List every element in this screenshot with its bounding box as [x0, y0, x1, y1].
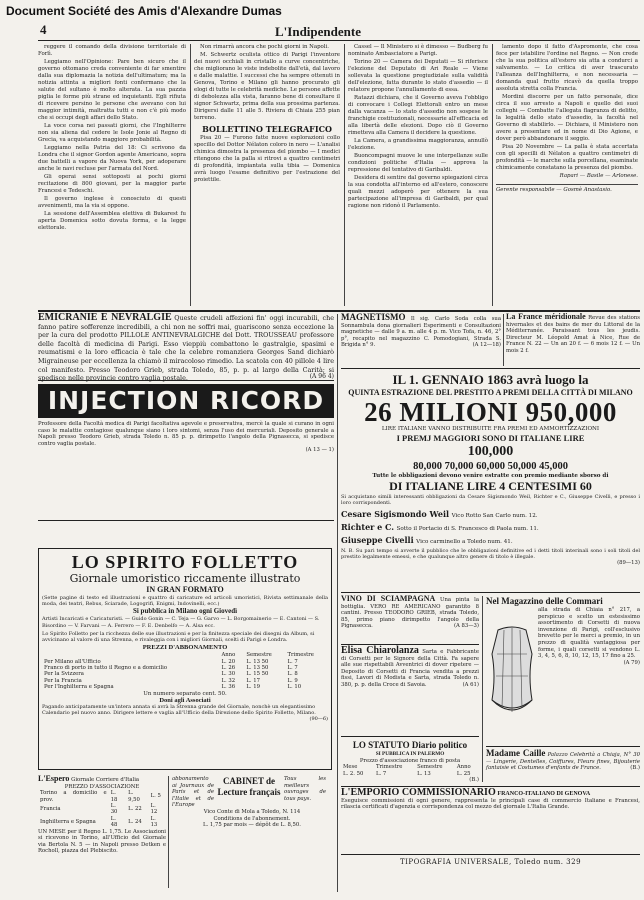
col1-para: Leggiamo nell'Opinione: Pare ben sicuro che il governo ottomano creda conveniente di far smentire dalla sua diplomazia la notizia dell'ultimatum; ma la notizia attinta a migliori fonti confermano che la salute del sultano è molto alterata. La sua pazzia piglia le forme più strane ed inquietanti. Egli rifiuta di ricevere persino le persone che avevano con lui maggior intimità, maltratta tutti e non c'è più modo che si occupi degli affari dello Stato. [38, 59, 186, 121]
lottery-seller: Richter e C. Sotto il Portacio di S. Francesco di Paola num. 11. [341, 521, 539, 532]
ad-rule [38, 380, 334, 381]
corset-illustration-icon [488, 624, 536, 720]
lottery-maggiori: I PREMJ MAGGIORI SONO DI ITALIANE LIRE [396, 432, 585, 443]
sciampagna-title: VINO DI SCIAMPAGNA [341, 594, 436, 603]
magnetismo-title: MAGNETISMO [341, 312, 406, 322]
france-title: La France méridionale [506, 312, 586, 321]
statuto-price-table [341, 764, 479, 777]
spirito-title: LO SPIRITO FOLLETTO [71, 552, 299, 572]
table-row: Per Milano all'Ufficio L. 20 L. 13 50 L. 7 [44, 658, 298, 665]
spirito-prices-title: PREZZI D'ABBONAMENTO [142, 644, 228, 652]
statuto-prices: Prezzo d'associazione franco di posta [359, 757, 461, 764]
statuto-ref: (B.) [469, 777, 479, 783]
espero-text: UN MESE per il Regno L. 1,75. Le Associazioni si ricevono in Torino, all'Ufficio del Giornale via Bertola N. 5 — in Napoli presso Detken e Rocholl, piazza del Plebiscito. [38, 828, 166, 855]
emicranie-title: EMICRANIE E NEVRALGIE [38, 312, 172, 323]
sciampagna-ref: (A 83—3) [453, 623, 479, 630]
caille-title: Madame Caille [486, 748, 546, 758]
emicranie-ref: (A 96 4) [309, 373, 334, 381]
news-column-4 [496, 44, 638, 306]
elisa-title: Elisa Chiarolanza [341, 645, 419, 656]
espero-sub: Giornale Corriere d'Italia [71, 777, 140, 783]
footer-printer: TIPOGRAFIA UNIVERSALE, Toledo num. 329 [399, 858, 582, 866]
ad-sciampagna [341, 596, 479, 642]
ad-rule [341, 368, 640, 369]
lottery-nb: N. B. Su pari tempo si avverte il pubblico che le obbligazioni definitive ed i detti titoli interinali sono i soli titoli del prestito legalmente emessi, e che qualunque altro genere di titolo è illegale. [341, 547, 640, 560]
column-divider [482, 596, 483, 782]
lottery-prizes: 80,000 70,000 60,000 50,000 45,000 [413, 460, 568, 472]
cabinet-right: Tous les meilleurs ouvrages de tous pays. [284, 776, 326, 802]
lottery-price: DI ITALIANE LIRE 4 CENTESIMI 60 [389, 479, 592, 494]
col3-para: Ratazzi dichiara, che il Governo aveva l'obbligo di convocare i Collegi Elettorali entro un mese dalla vacanza — lo stato d'assedio non sospese le franchigie costituzionali, necessarie all'efficacia ed alla libertà delle elezioni. Dopo ciò il Governo rimetteva alla Camera il decidere la questione. [348, 95, 488, 136]
spirito-note: Lo Spirito Folletto per la ricchezza delle sue illustrazioni e per la finitezza speciale dei disegni da Album, si avvicinano al valore di una Strenna, e rivaleggia con i migliori Giornali, scelti di Parigi e Londra. [42, 630, 315, 644]
caille-text: Palazzo Celebrità a Chiaja, N° 30 — Lingerie, Dentelles, Coiffures, Fleurs fines, Bijouterie fantaisie et Costumes d'enfants de France. [486, 752, 640, 772]
emporio-sub: FRANCO-ITALIANO DI GENOVA [497, 791, 591, 797]
col3-para: La Camera, a grandissima maggioranza, annullò l'elezione. [348, 138, 488, 151]
ad-emporio [341, 787, 640, 836]
news-column-3 [348, 44, 488, 306]
spirito-ref: (90—6) [309, 716, 328, 723]
gerente: Gerente responsabile — Gosmè Anastasio. [496, 184, 638, 194]
col2-para: Non rimarrà ancora che pochi giorni in Napoli. [200, 44, 329, 50]
ad-rule [341, 736, 479, 737]
magnetismo-ref: (A 12—18) [472, 342, 501, 349]
col4-para: Mordini discorre per un fatto personale, dice circa il suo arresto a Napoli e quello dei suoi colleghi — Combatte l'allegata flagranza di delitto, la legalità dello stato d'assedio, la facoltà nel Governo di stabilirlo. — Dichiara, il Ministero non avere a presentare ed in nome di Dio Agione, e dover però abbandonare il seggio. [496, 94, 638, 142]
spirito-artists: Artisti Incaricati e Caricaturisti. — Guido Gonin — C. Teja — G. Garvo — L. Borgomainerio — E. Cantoni — S. Bisordino — V. Farvani — A. Ferrero — F. E. Denbelfo — A. Alsa ecc. [42, 616, 320, 629]
col2-bulletin: Pisa 20 — Furono fatte nuove esplorazioni collo specillo del Dottor Nélaton coloro in nero — L'analisi chimica dimostra la presenza del piombo — I medici ritengono che la palla si ritrovi a quattro centimetri di profondità, impiantata sulla tibia — Domenica avrà luogo l'esame definitivo per l'estrazione del proiettile. [194, 135, 340, 183]
cabinet-cond: Conditions de l'abonnement. [213, 815, 291, 822]
col1-para: Gli operai sensi sottoposti ai pochi giorni recitazione di 800 giovani, per la maggior parte Francesi e Tedeschi. [38, 174, 186, 194]
ad-elisa [341, 645, 480, 734]
col4-para: lamento dopo il fatto d'Aspromonte, che cosa fece per istabilire l'ordine nel Regno. — Non crede che la sua politica all'estero sia atta a condurci a salvamento. — Lo critica di aver trascurato l'alleanza dell'Inghilterra, e non necessaria — domanda qual frutto ricavò da quella troppo assoluta stretta colla Francia. [496, 44, 638, 92]
watermark: Document Société des Amis d'Alexandre Dumas [6, 4, 282, 18]
cabinet-title: CABINET de Lecture français [217, 776, 281, 797]
caille-ref: (B.) [630, 765, 640, 772]
espero-prices: PREZZO D'ASSOCIAZIONE [64, 783, 140, 790]
lottery-top-prize: 100,000 [467, 443, 514, 459]
spirito-pub: Si pubblica in Milano ogni Giovedì [132, 607, 238, 616]
commari-text: alla strada di Chiaia n° 217, a perspicuo e scelto un estesissimo assortimento di Corsetti di nuova invenzione di Parigi, coll'esclusivo brevetto per le merci a premio, in un prezzo di qualità vantaggiosa per forme, i quali corsetti si vendono L. 3, 4, 5, 6, 8, 10, 12, 15, 17 fino a 25. [538, 607, 640, 660]
elisa-text: Sarta e Fabbricante di Corsetti per le Signore della Città. Fa sapere alle sue rispettabili Avventrici di dover ripetere — Deposito di Corsetti di Francia vendita a prezzi fissi, Lavori di Modista e Sarta, strada Toledo n. 380, p. p. della Croce di Savoia. [341, 649, 480, 688]
ad-rule [486, 746, 640, 747]
espero-title: L'Espero [38, 774, 70, 783]
lottery-ref: (89—13) [617, 560, 640, 566]
commari-ref: (A 79) [623, 659, 640, 666]
col2-para: M. Schwertz oculista ottico di Parigi l'inventore dei nuovi occhiali in cristallo a curve concentriche, che migliorano le viste indebolite dall'età, dal lavoro e dalle malattie. I successi che ha sempre ottenuti in Genova, Torino e Milano gli hanno procurato gli elogi di tutte le celebrità mediche. Le persone affette di debolezza alla vista, faranno bene di consultare il signor Schwartz, prima della sua prossima partenza. Dirigersi dalle 11 alle 5. Riviera di Chiaia 255 pian terreno. [194, 52, 340, 121]
news-column-2 [194, 44, 340, 306]
col1-para: Leggiamo nella Patria del 18: Ci scrivono da Londra che il signor Gordon agente Americano, sopra due battelli a vapore da Nuova York, per adoperare anche le navi recluse per l'armata del Nord. [38, 145, 186, 172]
ad-emicranie [38, 312, 335, 383]
ad-espero [38, 776, 166, 888]
table-row: Torino a domicilio e prov. L. 18 L. 9,50 L. 5 [40, 790, 161, 803]
table-row: Per la Francia L. 32 L. 17 L. 9 [44, 677, 298, 684]
spirito-gifts: Pagando anticipatamente un'intera annata si avrà la Strenna grande del Giornale, nonchè un elegantissimo Calendario pel nuovo anno. Dirigere lettere e vaglia all'Ufficio della Direzione dello Spirito Folletto, Milano. [42, 703, 316, 716]
footer-rule [341, 854, 640, 855]
cabinet-price: L. 1,75 par mois — dépôt de L. 8,50. [203, 822, 301, 829]
col1-para: reggere il comando della divisione territoriale di Forlì. [38, 44, 186, 57]
emporio-text: Eseguisce commissioni di ogni genere, rappresenta le principali case di commercio Italiane e Francesi, rilascia certificati d'agenzia e corrispondenza col mezzo del giornale L'Italia Grande. [341, 797, 640, 811]
column-divider [337, 314, 338, 892]
lottery-big-amount: 26 MILIONI 950,000 [364, 397, 617, 427]
table-row: Franco di porto in tutto il Regno e a domicilio L. 26 L. 13 50 L. 7 [44, 665, 298, 672]
column-divider [492, 44, 493, 306]
spirito-format: IN GRAN FORMATO [146, 585, 224, 594]
injection-title: INJECTION RICORD [38, 384, 334, 418]
spirito-gifts-title: Doni agli Associati [159, 696, 211, 704]
bulletin-title: BOLLETTINO TELEGRAFICO [202, 124, 332, 134]
col1-para: La voce corsa nei passati giorni, che l'Inghilterre non sia aliena dal cedere le Isole Jonie al Regno di Grecia, va acquistando maggiore probabilità. [38, 123, 186, 143]
table-row: Mese Trimestre Semestre Anno [343, 764, 471, 771]
ad-commari [486, 596, 640, 744]
injection-text: Professore della Facoltà medica di Parigi facoltativa agevole e preservativa, mercè la quale si curano in ogni caso le malattie contagiose qualunque siano i loro sintomi, senza l'uso dei mercuriali. Deposito generale a Napoli presso Teodoro Grieb, strada Toledo n. 85 p. p. dirimpetto l'angolo della Pignasecca, si spedisce contro vaglia postale. [38, 421, 334, 447]
col4-para: Pisa 20 Novembre — La palla è stata accertata con gli specilli di Nélaton a quattro centimetri di profondità — le marche sulla porcellana, esaminate chimicamente constatano la presenza del piombo. [496, 144, 638, 171]
ad-france-meridionale [506, 314, 640, 366]
cabinet-left: abbonamento ai Journaux de Paris et de l'Italie et de l'Europe [172, 776, 214, 809]
elisa-ref: (A 61) [462, 681, 479, 688]
ad-caille [486, 750, 640, 784]
sciampagna-text: Una pinta la bottiglia. VERO RE AMERICANO garantito 8 cantini. Presso TEODORO GRIEB, strada Toledo, 85, primo piano dirimpetto l'angolo della Pignasecca. [341, 597, 480, 630]
spirito-subtitle: Giornale umoristico riccamente illustrato [69, 572, 301, 585]
statuto-title: LO STATUTO Diario politico [352, 740, 468, 750]
spirito-intro: (Sette pagine di testo ed illustrazioni e quattro di caricature ed articoli umoristici, Rivista settimanale della moda, dei teatri, Rebus, Sciarade, Logogrifi, Enigmi, Indovinelli, ecc.) [42, 595, 328, 608]
ad-cabinet [172, 776, 332, 888]
cabinet-addr: Vico Conte di Mola a Toledo, N. 114 [203, 808, 301, 815]
col1-para: Il governo inglese è conosciuto di questi avvenimenti, ma la via si oppone. [38, 196, 186, 209]
ad-magnetismo [341, 314, 501, 366]
col3-para: Cassel — Il Ministero si è dimesso — Budberg fu nominato Ambasciatore a Parigi. [348, 44, 488, 57]
ad-lottery [341, 372, 640, 590]
statuto-sub: SI PUBBLICA IN PALERMO [375, 751, 445, 757]
ad-rule [341, 592, 640, 593]
column-divider [190, 44, 191, 306]
page-number: 4 [40, 22, 47, 37]
lottery-lire: LIRE ITALIANE VANNO DISTRIBUITE FRA PREMI ED AMMORTIZZAZIONI [381, 426, 600, 432]
ad-statuto [341, 740, 479, 783]
commari-title: Nel Magazzino delle Commari [486, 596, 603, 606]
col3-para: Buoncompagni muove le une interpellanze sulle condizioni politiche d'Italia — approva la repressione del tentativo di Garibaldi. [348, 153, 488, 173]
magnetismo-text: Il sig. Carlo Soda colla sua Sonnambula dona giornalieri Esperimenti e Consultazioni magnetiche — dalle 9 a. m. alle 4 p. m. Vico Tofa, n. 46, 2° p°, recapito nel magazzino C. Pomodogiani, Strada S. Brigida n° 9. [341, 316, 501, 349]
column-divider [503, 314, 504, 366]
espero-price-table [38, 790, 166, 828]
spirito-price-table: Anno Semestre Trimestre Per Milano all'Ufficio L. 20 L. 13 50 L. 7 Franco di porto in tutto il Regno e a domicilio L. 26 L. 13 50 L. 7 Per la Svizzera L. 30 L. 15 50 L. 8 Per la Francia L. 32 L. 17 L. 9 Per l'Inghilterra e Spagna L. 36 L. 19 L. 10 [42, 652, 328, 690]
lottery-seller: Giuseppe Civelli Vico carminello a Toledo num. 41. [341, 534, 513, 545]
france-text: Revue des stations hivernales et des bains de mer du Littoral de la Méditerranée. Paraissant tous les jeudis. Directeur M. Léopold Amat à Nice, Rue de France N. 22 — Un an 20 f. — 6 mois 12 f. — Un mois 2 f. [506, 315, 640, 354]
table-row: Per la Svizzera L. 30 L. 15 50 L. 8 [44, 671, 298, 678]
lottery-desc: Si acquistano simili interessanti obbligazioni da Cesare Sigismondo Weil, Richter e C., Giuseppe Civelli, e presso i loro corrispondenti. [341, 494, 640, 507]
injection-ref: (A 13 — 1) [305, 447, 334, 454]
col4-tail: Rapari — Basile — Arlonese. [559, 173, 638, 179]
lottery-estrazione: QUINTA ESTRAZIONE DEL PRESTITO A PREMI DELLA CITTÀ DI MILANO [348, 388, 633, 397]
emicranie-text: Queste crudeli affezioni fin' oggi incurabili, che fanno patire sofferenze incredibili, a chi non ne soffri mai, guariscono senza eccezione la per la cura del prodotto PILLOLE ANTINEVRALGICHE del Dott. TROUSSEAU professore delle facoltà di medicina di Parigi. Esso vieppiù combattono le gastralgie, spasimi e reumatismi e la loro efficacia è tale che la celebre romanziera Georges Sand dichiarò Migraineuse per eccellenza la chiamò il miracoloso rimedio. La scatola con 40 pillole 4 lire col manifesto. Presso Teodoro Grieb, strada Toledo, 85, p. p. al largo della Carità; si spedisce nelle provincie contro vaglia postale. [38, 314, 335, 383]
news-column-1 [38, 44, 186, 306]
ad-injection [38, 384, 334, 518]
column-divider [168, 776, 169, 888]
spirito-single: Un numero separato cent. 50. [143, 690, 227, 697]
ad-spirito-folletto [38, 548, 332, 770]
emporio-title: L'EMPORIO COMMISSIONARIO [341, 787, 496, 798]
col3-para: Torino 20 — Camera dei Deputati — Si riferisce l'elezione del Deputato di Ari Reale — Viene sollevata la questione pregiudiziale sulla validità dell'elezione, fatta durante lo stato d'assedio — il relatore propone l'annullamento di essa. [348, 59, 488, 93]
col1-para: La sessione dell'Assemblea elettiva di Bukarest fu aperta Domenica sotto dovuta forma, e la legge elettorale. [38, 211, 186, 231]
lottery-seller: Cesare Sigismondo Weil Vico Rotto San Carlo num. 12. [341, 508, 538, 519]
header-rule [38, 40, 640, 41]
newspaper-title: L'Indipendente [275, 24, 361, 39]
table-row: Inghilterra e Spagna L. 48 L. 24 L. 13 [40, 815, 158, 829]
col3-para: Desidera di sentire dal governo spiegazioni circa la sua condotta all'interno ed all'estero, conoscere quali mezzi adoperò per ottenere la sua partecipazione all'impresa di Garibaldi, per qual ragione non ridonò il Parlamento. [348, 175, 488, 209]
table-row: Francia L. 30 L. 22 L. 12 [40, 803, 158, 816]
column-divider [344, 44, 345, 306]
ad-rule [38, 520, 334, 521]
table-row: L. 2. 50 L. 7 L. 13 L. 25 [343, 770, 471, 777]
lottery-date: IL 1. GENNAIO 1863 avrà luogo la [392, 372, 589, 387]
lottery-tutte: Tutte le obbligazioni devono venire estratte con premio mediante sborso di [372, 472, 609, 479]
table-row: Per l'Inghilterra e Spagna L. 36 L. 19 L. 10 [44, 684, 302, 691]
